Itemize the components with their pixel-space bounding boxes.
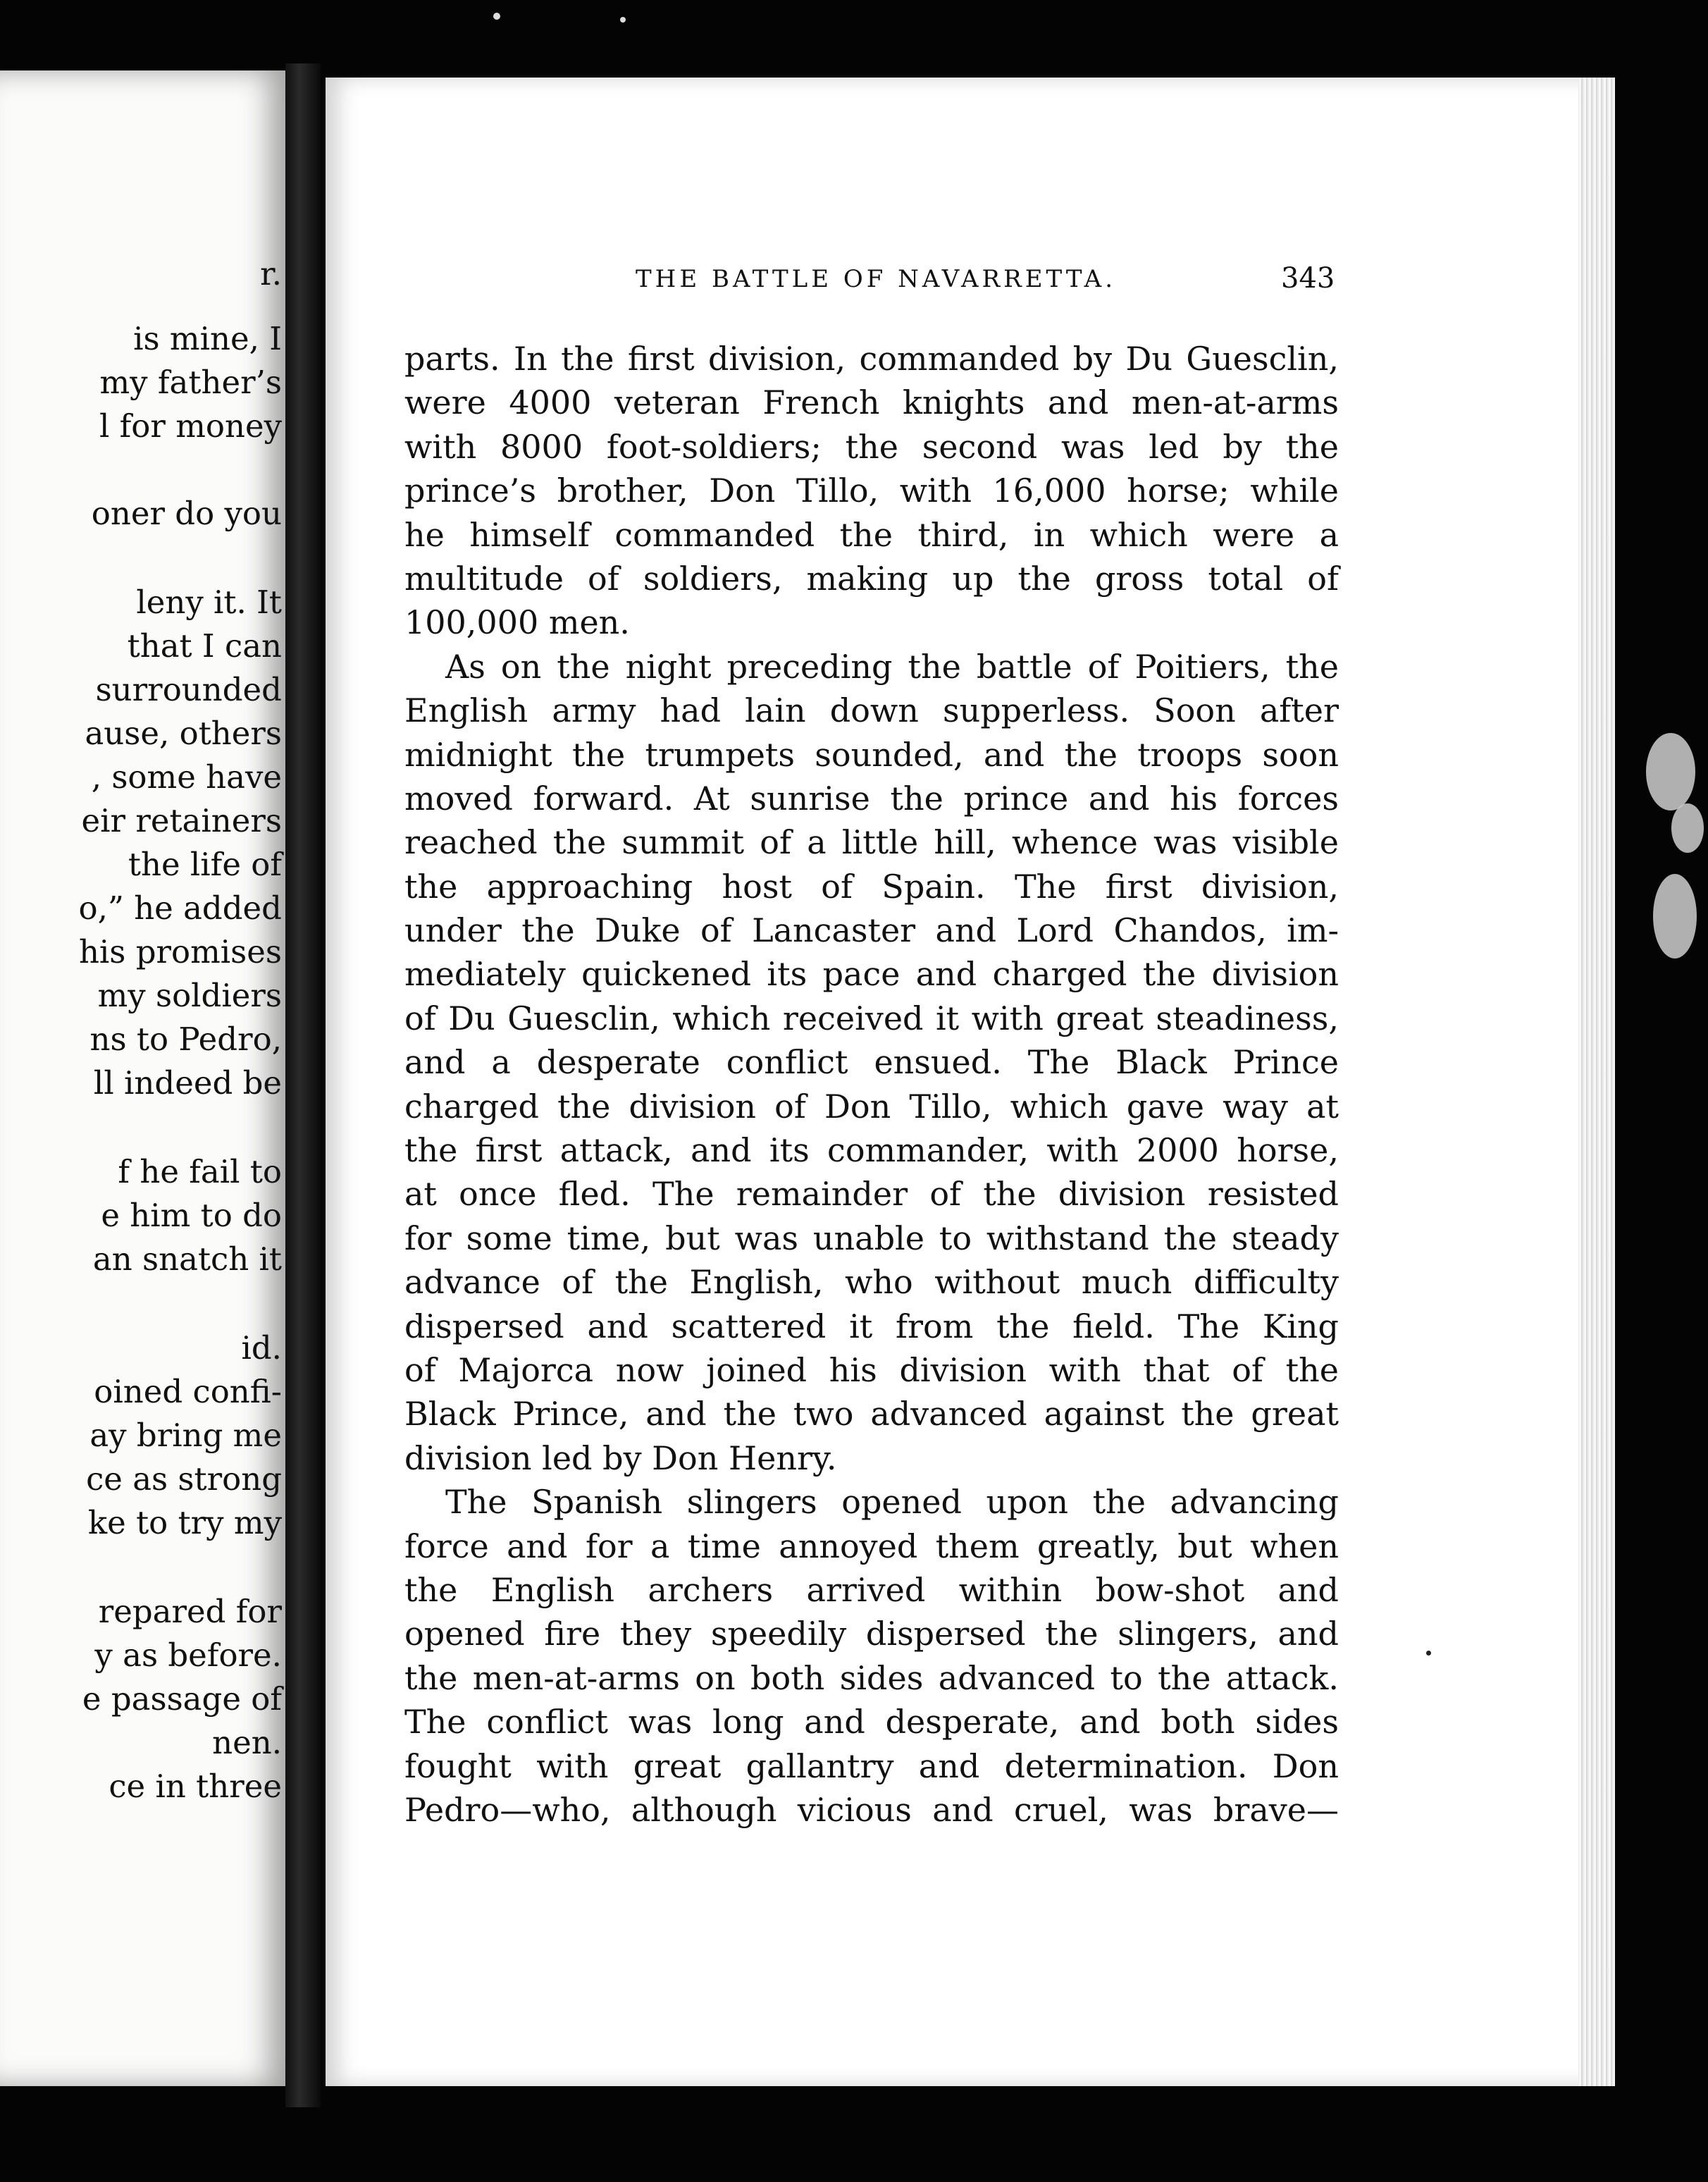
left-page <box>0 70 290 2086</box>
text-line: multitude of soldiers, making up the gross total of <box>404 559 1339 598</box>
left-line: my soldiers <box>97 977 282 1014</box>
left-line: oined confi- <box>94 1373 282 1410</box>
page-number: 343 <box>1281 262 1335 295</box>
text-line: under the Duke of Lancaster and Lord Chandos, im- <box>404 911 1339 950</box>
left-line: , some have <box>91 758 282 796</box>
text-line: English army had lain down supperless. Soon after <box>404 691 1339 730</box>
left-line: ns to Pedro, <box>89 1021 282 1058</box>
text-line: 100,000 men. <box>404 603 630 642</box>
text-line: he himself commanded the third, in which were a <box>404 515 1339 554</box>
text-line: Black Prince, and the two advanced against the great <box>404 1395 1339 1434</box>
text-line: The conflict was long and desperate, and both sides <box>404 1703 1339 1742</box>
text-line: parts. In the first division, commanded by Du Guesclin, <box>404 340 1339 378</box>
scan-speck <box>620 17 626 23</box>
left-line: ce as strong <box>86 1460 282 1498</box>
scan-speck <box>1426 1651 1431 1656</box>
text-line: charged the division of Don Tillo, which gave way at <box>404 1087 1339 1126</box>
left-line: that I can <box>127 627 282 665</box>
left-line: y as before. <box>94 1636 282 1674</box>
text-line: at once fled. The remainder of the division resisted <box>404 1175 1339 1214</box>
left-line: leny it. It <box>136 584 282 621</box>
text-line: of Du Guesclin, which received it with great steadiness, <box>404 999 1339 1037</box>
scan-stain <box>1653 874 1697 959</box>
scan-stain <box>1646 733 1695 810</box>
left-line: ause, others <box>85 715 282 752</box>
text-line: force and for a time annoyed them greatly, but when <box>404 1527 1339 1565</box>
left-line: l for money <box>99 407 282 445</box>
text-line: the English archers arrived within bow-shot and <box>404 1570 1339 1609</box>
text-line: and a desperate conflict ensued. The Black Prince <box>404 1043 1339 1082</box>
text-line: for some time, but was unable to withstand the steady <box>404 1219 1339 1257</box>
left-line: id. <box>241 1329 282 1367</box>
text-line: prince’s brother, Don Tillo, with 16,000 horse; while <box>404 471 1339 510</box>
body-text <box>404 337 1339 1832</box>
left-line: f he fail to <box>118 1153 282 1190</box>
left-line: eir retainers <box>81 802 282 839</box>
left-line: e passage of <box>82 1680 282 1718</box>
book-gutter <box>285 63 321 2107</box>
left-line: ce in three <box>109 1768 282 1805</box>
left-line: r. <box>260 255 282 292</box>
scan-speck <box>493 13 500 20</box>
text-line: midnight the trumpets sounded, and the troops soon <box>404 735 1339 774</box>
left-line: the life of <box>128 846 282 883</box>
text-line: mediately quickened its pace and charged the division <box>404 955 1339 994</box>
text-line: As on the night preceding the battle of Poitiers, the <box>445 647 1339 686</box>
running-head: THE BATTLE OF NAVARRETTA. <box>636 265 1117 293</box>
text-line: of Majorca now joined his division with that of the <box>404 1350 1339 1389</box>
page-edges <box>1578 78 1615 2086</box>
left-line: ll indeed be <box>93 1064 282 1102</box>
left-line: oner do you <box>91 495 282 532</box>
left-line: ay bring me <box>89 1417 282 1454</box>
left-line: his promises <box>78 933 282 970</box>
text-line: with 8000 foot-soldiers; the second was led by the <box>404 427 1339 466</box>
scan-stain <box>1671 803 1704 853</box>
left-line: ke to try my <box>87 1504 282 1541</box>
text-line: advance of the English, who without much difficulty <box>404 1263 1339 1302</box>
text-line: opened fire they speedily dispersed the slingers, and <box>404 1615 1339 1653</box>
text-line: Pedro—who, although vicious and cruel, was brave— <box>404 1790 1339 1829</box>
text-line: division led by Don Henry. <box>404 1438 837 1477</box>
left-line: e him to do <box>101 1197 282 1234</box>
left-line: surrounded <box>95 671 282 708</box>
text-line: were 4000 veteran French knights and men-at-arms <box>404 383 1339 422</box>
left-line: nen. <box>212 1724 282 1761</box>
left-line: my father’s <box>99 364 282 401</box>
left-line: repared for <box>98 1593 282 1630</box>
left-line: an snatch it <box>92 1240 282 1278</box>
left-line: o,” he added <box>78 889 282 927</box>
text-line: the first attack, and its commander, with 2000 horse, <box>404 1131 1339 1170</box>
text-line: The Spanish slingers opened upon the advancing <box>445 1483 1339 1522</box>
text-line: dispersed and scattered it from the field. The King <box>404 1307 1339 1345</box>
text-line: reached the summit of a little hill, whence was visible <box>404 823 1339 862</box>
text-line: the men-at-arms on both sides advanced to the attack. <box>404 1658 1339 1697</box>
text-line: fought with great gallantry and determination. Don <box>404 1746 1339 1785</box>
text-line: the approaching host of Spain. The first division, <box>404 867 1339 906</box>
left-line: is mine, I <box>133 320 282 357</box>
text-line: moved forward. At sunrise the prince and his forces <box>404 779 1339 818</box>
